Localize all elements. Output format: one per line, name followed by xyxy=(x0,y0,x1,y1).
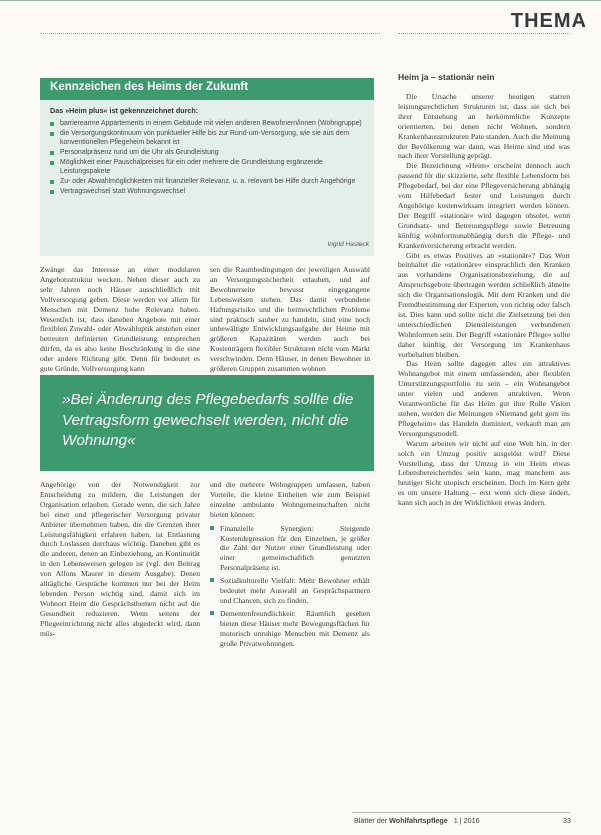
paragraph: Warum arbeiten wir nicht auf eine Welt hin, in der solch ein Umzug positiv ausgelöst wird? Diese Vorstellung, dass der Umzug in ein Heim etwas Lebensbereicherndes sein kann, mag manchem aus heutiger Sicht utopisch erscheinen. Doch im Kern geht es um unsere Haltung – erst wenn sich diese ändert, kann sich auch in der Wirklichkeit etwas ändern. xyxy=(398,438,570,508)
body-column xyxy=(210,480,370,652)
pull-quote: »Bei Änderung des Pflegebedarfs sollte die Vertragsform gewechselt werden, nicht die Wohnung« xyxy=(62,391,354,449)
list-item: Zu- oder Abwahlmöglichkeiten mit finanzieller Relevanz, u. a. relevant bei Hilfe durch Angehörige xyxy=(50,178,366,187)
list-item: Möglichkeit einer Pauschalpreises für ein oder mehrere die Grundleistung ergänzende Leistungspakete xyxy=(50,159,366,176)
paragraph: sen die Raumbedingungen der jeweiligen Auswahl an Versorgungssicherheit erlauben, und auf Bewohnerseite bewusst eingegangene Lebensweisen stehen. Das damit verbundene Haftungsrisiko und die heimrechtlichen Probleme sind praktisch sauber zu handeln, sind eine noch unbewältigte Entwicklungsaufgabe der Heime mit größeren Kapazitäten werden auch bei Kostenträgern flexibler Strukturen nicht vom Markt verschwinden. Denn Häuser, in denen Bewohner in größeren Gruppen zusammen wohnen xyxy=(210,265,370,374)
paragraph: und die mehrere Wohngruppen umfassen, haben Vorteile, die kleine Einheiten wie zum Beispiel einzelne ambulante Wohngemeinschaften nicht bieten können: xyxy=(210,480,370,519)
info-box-author: Ingrid Hasteck xyxy=(327,241,369,248)
list-item: Personalpräsenz rund um die Uhr als Grundleistung xyxy=(50,149,366,158)
right-column xyxy=(398,92,570,508)
body-column xyxy=(210,265,370,374)
issue-number: 1 | 2016 xyxy=(453,816,480,825)
info-box-intro: Das »Heim plus« ist gekennzeichnet durch: xyxy=(50,106,199,115)
body-column xyxy=(40,265,200,374)
journal-name: Wohlfahrtspflege xyxy=(389,816,448,825)
list-item: die Versorgungskontinuum von punktueller Hilfe bis zur Rund-um-Versorgung, wie sie aus dem konventionellen Pflegeheim bekannt ist xyxy=(50,130,366,147)
page-number: 33 xyxy=(563,816,571,825)
list-item: Finanzielle Synergien: Steigende Kostendegression für den Einzelnen, je größer die Zahl der Nutzer einer Grundleistung oder einer gemeinschaftlich genutzten Personalpräsenz ist. xyxy=(210,524,370,574)
paragraph: Zwänge das Interesse an einer modularen Angebotsstruktur wecken. Neben dieser auch zu sehr Jahren noch Häuser ausschließlich mit Vollversorgung geben. Diese werden vor allem für Menschen mit Demenz hohe Relevanz haben. Wesentlich ist, dass daneben Angebote mit einer flexiblen Zuwahl- oder Abwahloptik anstehen einer betreuten definierten Grundleistung entsprechen dürfen, da es also keine Beschränkung in die eine oder andere Richtung gibt. Denn für bedeutet es gute Gründe, Vollversorgung kann xyxy=(40,265,200,374)
paragraph: Angehörige von der Notwendigkeit zur Entscheidung zu mildern, die Leistungen der Organisation erlauben. Gerade wenn, die sich Jahre bei einer und pflegerischer Versorgung privater Anbieter übernehmen haben, die die Grenzen ihrer Leistungsfähigkeit erfahren haben, ist Entlastung durch Loslassen durchaus wichtig. Daneben gibt es die anderen, denen an Einbeziehung, an Kontinuität in den Lebensweisen gelegen ist (vgl. den Beitrag von Alfons Maurer in diesem Ausgabe). Denen alltägliche Gespräche kommen nur bei der Heim lebenden Person wichtig sind, damit sich im Wohnort Heim die Gesprächsthemen nicht auf die Gesundheit reduzieren. Wenn seitens der Pflegeeinrichtung nicht alles abgedeckt wird, dann müs- xyxy=(40,480,200,638)
footer-journal xyxy=(354,816,480,825)
paragraph: Die Ursache unserer heutigen starren leistungsrechtlichen Strukturen ist, dass sie sich bei ihrer Entstehung an herkömmliche Konzepte orientierten, bei denen nicht Wohnen, sondern Krankenhausstrukturen Pate standen. Auch die Meinung der Bevölkerung war dann, was Heime sind und was nach ihrer Vorstellung geprägt. xyxy=(398,92,570,161)
list-item: Dementenfreundlichkeit: Räumlich gesehen bieten diese Häuser mehr Bewegungsflächen für motorisch unruhige Menschen mit Demenz als große Privatwohnungen. xyxy=(210,609,370,649)
section-label: THEMA xyxy=(510,10,587,32)
divider xyxy=(40,33,380,34)
paragraph: Die Bezeichnung »Heim« erscheint dennoch auch passend für die skizzierte, sehr flexible Lebensform bei Pflegebedarf, bei der eine Pflegeversicherung abhängig vom Hilfebedarf fester und Leistungen durch Angehörige kostenwirksam integriert werden können. Der Begriff »stationär« wird dagegen obsolet, wenn Grundsatz- und Betreuungspflege sowie Betreuung künftig wohnformunabhängig durch die Pflege- und Krankenversicherung erbracht werden. xyxy=(398,161,570,250)
list-item: Sozialkulturelle Vielfalt: Mehr Bewohner erhält bedeutet mehr Auswahl an Gesprächspartnern und Chancen, sich zu finden. xyxy=(210,576,370,606)
info-box-list xyxy=(50,120,366,198)
advantages-list xyxy=(210,524,370,649)
paragraph: Gibt es etwas Positives an »stationär«? Das Wort beinhaltet die »stationäre« einsprachlich den Kranken aus vorhandene Organisationsbeziehung, die auf Anspruchsgebote übertragen werden schließlich ähnelte sich die Organisationslogik. Mit dem Kranken und die Fremdbestimmung der Experten, von richtig oder falsch ist. Dies kann und sollte nicht die Zielsetzung bei den unterschiedlichen Dienstleistungen verbundenen Wohnformen sein. Der Begriff »stationäre Pflege« sollte daher künftig der Versorgung im Krankenhaus vorbehalten bleiben. xyxy=(398,250,570,359)
body-column xyxy=(40,480,200,639)
info-box-title: Kennzeichen des Heims der Zukunft xyxy=(50,81,249,93)
right-column-heading: Heim ja – stationär nein xyxy=(398,72,495,82)
paragraph: Das Heim sollte dagegen alles ein attraktives Wohnangebot mit einem umfassenden, aber flexiblen Unterstützungsportfolio zu sein – ein Wohnangebot unter vielen und anderen attraktiven. Wenn Verantwortliche für das Heim gut ihre Rolle Vision stehen, werden die Meinungen »Niemand geht gern ins Pflegeheim« das Handeln dominiert, verkauft man am Versorgungsmodell. xyxy=(398,359,570,438)
list-item: Vertragswechsel statt Wohnungswechsel xyxy=(50,188,366,197)
divider xyxy=(398,33,570,34)
footer-divider xyxy=(352,812,570,813)
list-item: barrierearme Appartements in einem Gebäude mit vielen anderen Bewohnern/innen (Wohngruppe) xyxy=(50,120,366,129)
journal-prefix: Blätter der xyxy=(354,816,390,825)
